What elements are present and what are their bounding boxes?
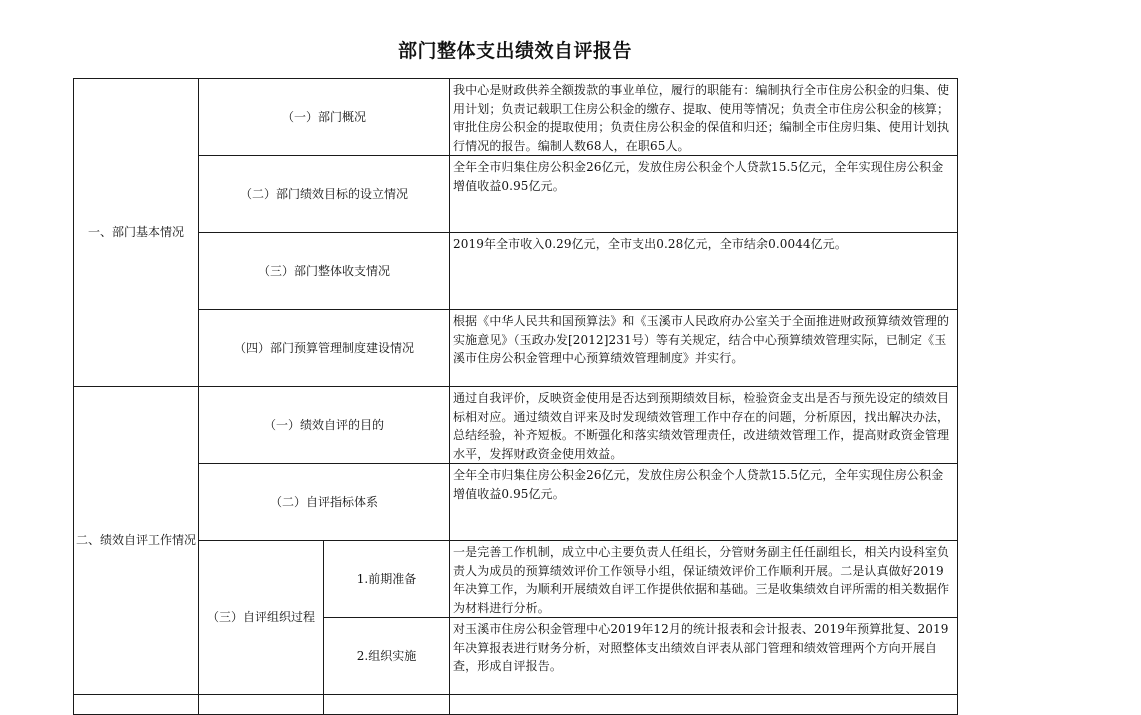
- row-content-goal-setting: 全年全市归集住房公积金26亿元，发放住房公积金个人贷款15.5亿元，全年实现住房公积金增值收益0.95亿元。: [450, 156, 958, 233]
- section-2-label: 二、绩效自评工作情况: [74, 387, 199, 695]
- table-row: [74, 541, 958, 618]
- subrow-label-implementation: 2.组织实施: [324, 618, 450, 695]
- subrow-content-preparation: 一是完善工作机制，成立中心主要负责人任组长，分管财务副主任任副组长，相关内设科室负责人为成员的预算绩效评价工作领导小组，保证绩效评价工作顺利开展。二是认真做好2019年决算工作，为顺利开展绩效自评工作提供依据和基础。三是收集绩效自评所需的相关数据作为材料进行分析。: [450, 541, 958, 618]
- row-label-goal-setting: （二）部门绩效目标的设立情况: [199, 156, 450, 233]
- row-label-income-expense: （三）部门整体收支情况: [199, 233, 450, 310]
- row-content-income-expense: 2019年全市收入0.29亿元，全市支出0.28亿元，全市结余0.0044亿元。: [450, 233, 958, 310]
- row-content-dept-overview: 我中心是财政供养全额拨款的事业单位，履行的职能有：编制执行全市住房公积金的归集、使用计划；负责记载职工住房公积金的缴存、提取、使用等情况；负责全市住房公积金的核算；审批住房公积金的提取使用；负责住房公积金的保值和归还；编制全市住房归集、使用计划执行情况的报告。编制人数68人，在职65人。: [450, 79, 958, 156]
- table-row: [74, 79, 958, 156]
- row-content-budget-system: 根据《中华人民共和国预算法》和《玉溪市人民政府办公室关于全面推进财政预算绩效管理的实施意见》（玉政办发[2012]231号）等有关规定，结合中心预算绩效管理实际，已制定《玉溪市住房公积金管理中心预算绩效管理制度》并实行。: [450, 310, 958, 387]
- table-row: [74, 387, 958, 464]
- subrow-label-preparation: 1.前期准备: [324, 541, 450, 618]
- row-label-dept-overview: （一）部门概况: [199, 79, 450, 156]
- row-label-budget-system: （四）部门预算管理制度建设情况: [199, 310, 450, 387]
- group-label-eval-process: （三）自评组织过程: [199, 541, 324, 695]
- row-content-indicator-system: 全年全市归集住房公积金26亿元，发放住房公积金个人贷款15.5亿元，全年实现住房公积金增值收益0.95亿元。: [450, 464, 958, 541]
- row-content-eval-purpose: 通过自我评价，反映资金使用是否达到预期绩效目标，检验资金支出是否与预先设定的绩效目标相对应。通过绩效自评来及时发现绩效管理工作中存在的问题，分析原因，找出解决办法，总结经验，补齐短板。不断强化和落实绩效管理责任，改进绩效管理工作，提高财政资金管理水平，发挥财政资金使用效益。: [450, 387, 958, 464]
- table-row: [74, 156, 958, 233]
- section-1-label: 一、部门基本情况: [74, 79, 199, 387]
- table-row: [74, 310, 958, 387]
- page-title: 部门整体支出绩效自评报告: [397, 40, 632, 62]
- subrow-content-implementation: 对玉溪市住房公积金管理中心2019年12月的统计报表和会计报表、2019年预算批复、2019年决算报表进行财务分析，对照整体支出绩效自评表从部门管理和绩效管理两个方向开展自查，形成自评报告。: [450, 618, 958, 695]
- table-row: [74, 233, 958, 310]
- report-table: [73, 78, 958, 715]
- table-row: [74, 464, 958, 541]
- row-label-eval-purpose: （一）绩效自评的目的: [199, 387, 450, 464]
- row-label-indicator-system: （二）自评指标体系: [199, 464, 450, 541]
